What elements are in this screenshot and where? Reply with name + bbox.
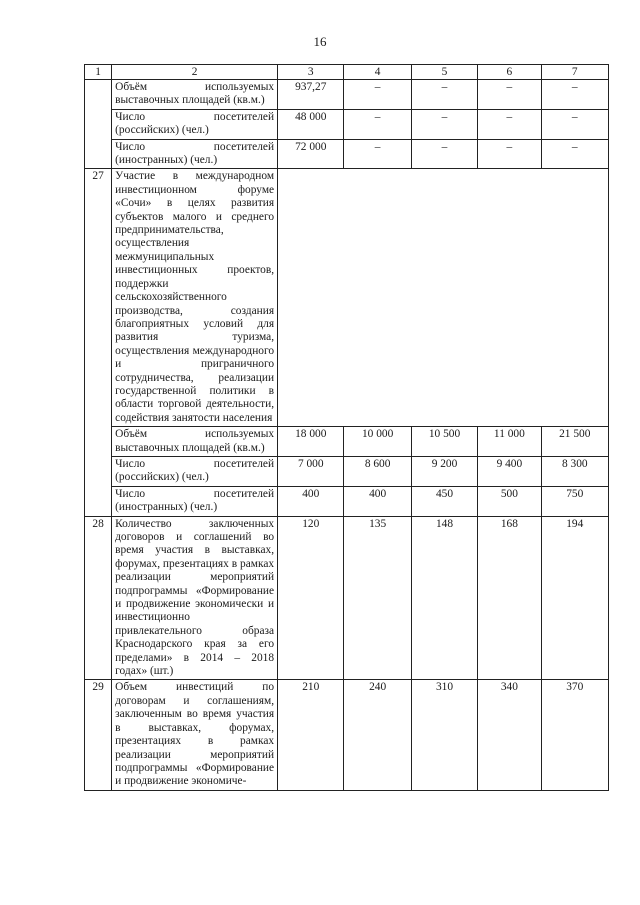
header-cell: 3 (278, 65, 344, 80)
indicator-label: Число посетителей (российских) (чел.) (112, 456, 278, 486)
indicator-text: Объем инвестиций по договорам и соглашениям, заключенным во время участия в выставках, форумах, презентациях в рамках реализации мероприятий подпрограммы «Формирование и продвижение экономиче- (112, 680, 278, 790)
table-row (85, 427, 609, 457)
dash-cell: – (541, 139, 608, 169)
value-cell: 937,27 (278, 80, 344, 110)
value-cell: 340 (478, 680, 541, 790)
value-cell: 48 000 (278, 109, 344, 139)
value-cell: 9 200 (411, 456, 477, 486)
value-cell: 310 (411, 680, 477, 790)
indicator-label: Число посетителей (иностранных) (чел.) (112, 139, 278, 169)
table-row (85, 516, 609, 680)
value-cell: 148 (411, 516, 477, 680)
value-cell: 240 (344, 680, 411, 790)
header-cell: 5 (411, 65, 477, 80)
value-cell: 135 (344, 516, 411, 680)
header-cell: 6 (478, 65, 541, 80)
header-cell: 1 (85, 65, 112, 80)
number-cell (85, 80, 112, 169)
dash-cell: – (478, 139, 541, 169)
value-cell: 400 (278, 486, 344, 516)
indicator-label: Объём используемых выставочных площадей (кв.м.) (112, 427, 278, 457)
value-cell: 450 (411, 486, 477, 516)
header-cell: 7 (541, 65, 608, 80)
value-cell: 10 500 (411, 427, 477, 457)
value-cell: 72 000 (278, 139, 344, 169)
dash-cell: – (411, 80, 477, 110)
table-row (85, 169, 609, 427)
dash-cell: – (411, 109, 477, 139)
dash-cell: – (478, 109, 541, 139)
value-cell: 210 (278, 680, 344, 790)
indicator-label: Число посетителей (иностранных) (чел.) (112, 486, 278, 516)
indicator-title: Участие в международном инвестиционном форуме «Сочи» в целях развития субъектов малого и среднего предпринимательства, осуществления межмуниципальных инвестиционных проектов, поддержки сельскохозяйственного производства, создания благоприятных условий для развития туризма, осуществления международного и приграничного сотрудничества, реализации государственной политики в области торговой деятельности, содействия занятости населения (112, 169, 278, 427)
value-cell: 18 000 (278, 427, 344, 457)
indicator-label: Число посетителей (российских) (чел.) (112, 109, 278, 139)
empty-cell (278, 169, 609, 427)
value-cell: 8 300 (541, 456, 608, 486)
header-cell: 4 (344, 65, 411, 80)
table-row (85, 80, 609, 110)
table-row (85, 109, 609, 139)
dash-cell: – (541, 109, 608, 139)
table-row (85, 486, 609, 516)
header-cell: 2 (112, 65, 278, 80)
indicators-table (84, 64, 609, 791)
item-number: 28 (85, 516, 112, 680)
indicator-text: Количество заключенных договоров и соглашений во время участия в выставках, форумах, презентациях в рамках реализации мероприятий подпрограммы «Формирование и продвижение экономически и инвестиционно привлекательного образа Краснодарского края за его пределами» в 2014 – 2018 годах» (шт.) (112, 516, 278, 680)
value-cell: 194 (541, 516, 608, 680)
value-cell: 10 000 (344, 427, 411, 457)
dash-cell: – (478, 80, 541, 110)
value-cell: 11 000 (478, 427, 541, 457)
item-number: 27 (85, 169, 112, 516)
page-number: 16 (313, 34, 327, 49)
value-cell: 8 600 (344, 456, 411, 486)
value-cell: 7 000 (278, 456, 344, 486)
table-row (85, 456, 609, 486)
dash-cell: – (344, 109, 411, 139)
item-number: 29 (85, 680, 112, 790)
dash-cell: – (411, 139, 477, 169)
header-row (85, 65, 609, 80)
value-cell: 21 500 (541, 427, 608, 457)
table-row (85, 139, 609, 169)
value-cell: 9 400 (478, 456, 541, 486)
value-cell: 750 (541, 486, 608, 516)
value-cell: 400 (344, 486, 411, 516)
dash-cell: – (344, 139, 411, 169)
value-cell: 370 (541, 680, 608, 790)
dash-cell: – (344, 80, 411, 110)
dash-cell: – (541, 80, 608, 110)
value-cell: 500 (478, 486, 541, 516)
indicator-label: Объём используемых выставочных площадей (кв.м.) (112, 80, 278, 110)
value-cell: 120 (278, 516, 344, 680)
value-cell: 168 (478, 516, 541, 680)
table-row (85, 680, 609, 790)
